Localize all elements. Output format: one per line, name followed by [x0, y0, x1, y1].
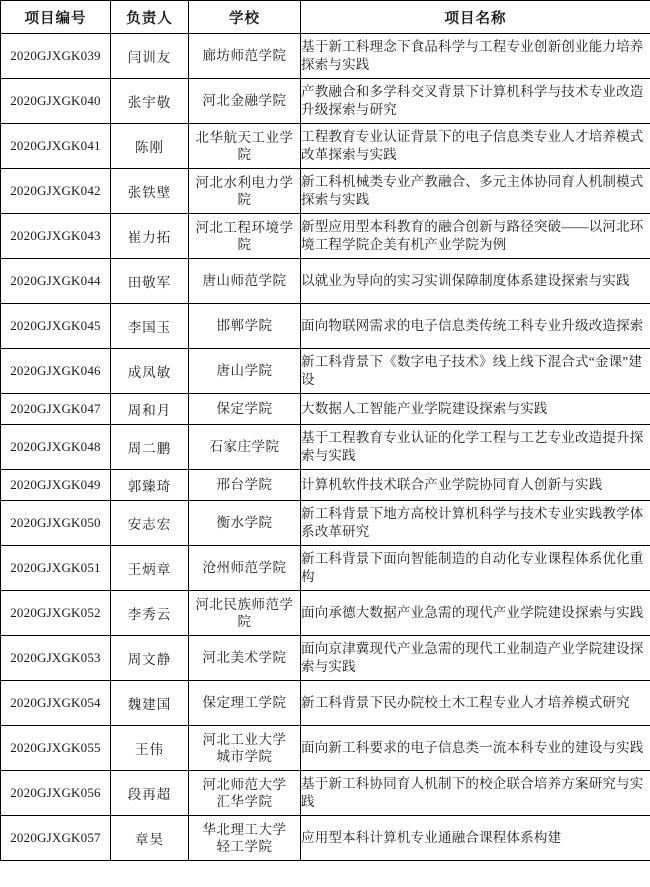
table-row — [1, 771, 650, 816]
table-row — [1, 591, 650, 636]
cell-person: 段再超 — [111, 771, 189, 816]
cell-school — [189, 169, 301, 214]
school-name-line: 衡水学院 — [216, 515, 273, 531]
cell-project-code: 2020GJXGK042 — [1, 169, 111, 214]
cell-school — [189, 394, 301, 425]
cell-project-title: 以就业为导向的实习实训保障制度体系建设探索与实践 — [301, 259, 650, 304]
school-name-lines — [189, 596, 300, 631]
cell-project-title: 基于工程教育专业认证的化学工程与工艺专业改造提升探索与实践 — [301, 425, 650, 470]
cell-project-title: 产教融合和多学科交叉背景下计算机科学与技术专业改造升级探索与研究 — [301, 79, 650, 124]
cell-person: 成凤敏 — [111, 349, 189, 394]
cell-project-code: 2020GJXGK054 — [1, 681, 111, 726]
cell-school — [189, 470, 301, 501]
cell-project-code: 2020GJXGK051 — [1, 546, 111, 591]
school-name-line: 石家庄学院 — [209, 439, 280, 455]
table-row — [1, 304, 650, 349]
cell-person: 张宇敬 — [111, 79, 189, 124]
school-name-lines — [189, 694, 300, 711]
column-header-person: 负责人 — [111, 1, 189, 34]
cell-school — [189, 546, 301, 591]
cell-school — [189, 214, 301, 259]
table-row — [1, 259, 650, 304]
table-row — [1, 34, 650, 79]
school-name-line: 廊坊师范学院 — [202, 48, 287, 64]
cell-project-code: 2020GJXGK046 — [1, 349, 111, 394]
school-name-lines — [189, 438, 300, 455]
cell-project-code: 2020GJXGK055 — [1, 726, 111, 771]
cell-project-code: 2020GJXGK040 — [1, 79, 111, 124]
cell-school — [189, 591, 301, 636]
cell-project-title: 基于新工科理念下食品科学与工程专业创新创业能力培养探索与实践 — [301, 34, 650, 79]
cell-project-code: 2020GJXGK056 — [1, 771, 111, 816]
school-name-line: 唐山师范学院 — [202, 273, 287, 289]
table-row — [1, 124, 650, 169]
school-name-lines — [189, 776, 300, 811]
school-name-lines — [189, 514, 300, 531]
school-name-line: 汇华学院 — [216, 794, 273, 809]
cell-school — [189, 636, 301, 681]
cell-person: 李国玉 — [111, 304, 189, 349]
column-header-school: 学校 — [189, 1, 301, 34]
cell-project-title: 新工科背景下面向智能制造的自动化专业课程体系优化重构 — [301, 546, 650, 591]
school-name-line: 唐山学院 — [216, 363, 273, 379]
cell-school — [189, 425, 301, 470]
school-name-line: 河北金融学院 — [202, 93, 287, 109]
table-row — [1, 816, 650, 861]
table-row — [1, 79, 650, 124]
table-row — [1, 425, 650, 470]
cell-person: 王炳章 — [111, 546, 189, 591]
table-row — [1, 546, 650, 591]
table-row — [1, 394, 650, 425]
cell-project-title: 计算机软件技术联合产业学院协同育人创新与实践 — [301, 470, 650, 501]
cell-person: 章昊 — [111, 816, 189, 861]
school-name-line: 河北美术学院 — [202, 650, 287, 666]
table-row — [1, 681, 650, 726]
school-name-line: 轻工学院 — [216, 839, 273, 854]
school-name-line: 邯郸学院 — [216, 318, 273, 334]
cell-project-code: 2020GJXGK053 — [1, 636, 111, 681]
school-name-line: 保定理工学院 — [202, 695, 287, 711]
cell-project-title: 基于新工科协同育人机制下的校企联合培养方案研究与实践 — [301, 771, 650, 816]
cell-school — [189, 681, 301, 726]
cell-person: 周二鹏 — [111, 425, 189, 470]
school-name-lines — [189, 559, 300, 576]
cell-project-code: 2020GJXGK045 — [1, 304, 111, 349]
cell-project-code: 2020GJXGK049 — [1, 470, 111, 501]
school-name-line: 河北水利电力学院 — [195, 174, 294, 207]
cell-project-code: 2020GJXGK041 — [1, 124, 111, 169]
school-name-lines — [189, 129, 300, 164]
school-name-lines — [189, 317, 300, 334]
table-row — [1, 169, 650, 214]
cell-person: 郭臻琦 — [111, 470, 189, 501]
cell-project-title: 应用型本科计算机专业通融合课程体系构建 — [301, 816, 650, 861]
cell-project-title: 面向新工科要求的电子信息类一流本科专业的建设与实践 — [301, 726, 650, 771]
table-header-row — [1, 1, 650, 34]
table-row — [1, 501, 650, 546]
cell-project-code: 2020GJXGK048 — [1, 425, 111, 470]
cell-project-title: 面向京津冀现代产业急需的现代工业制造产业学院建设探索与实践 — [301, 636, 650, 681]
school-name-lines — [189, 821, 300, 856]
table-row — [1, 636, 650, 681]
cell-project-title: 新工科背景下民办院校土木工程专业人才培养模式研究 — [301, 681, 650, 726]
table-row — [1, 470, 650, 501]
school-name-line: 北华航天工业学院 — [195, 129, 294, 162]
cell-project-code: 2020GJXGK050 — [1, 501, 111, 546]
school-name-line: 河北工业大学 — [202, 731, 287, 747]
cell-school — [189, 304, 301, 349]
cell-person: 魏建国 — [111, 681, 189, 726]
school-name-lines — [189, 476, 300, 493]
cell-person: 周文静 — [111, 636, 189, 681]
cell-project-title: 新工科背景下《数字电子技术》线上线下混合式“金课”建设 — [301, 349, 650, 394]
cell-school — [189, 259, 301, 304]
school-name-line: 华北理工大学 — [202, 821, 287, 837]
school-name-lines — [189, 47, 300, 64]
cell-project-title: 面向物联网需求的电子信息类传统工科专业升级改造探索 — [301, 304, 650, 349]
cell-project-title: 工程教育专业认证背景下的电子信息类专业人才培养模式改革探索与实践 — [301, 124, 650, 169]
cell-project-title: 新工科机械类专业产教融合、多元主体协同育人机制模式探索与实践 — [301, 169, 650, 214]
table-header — [1, 1, 650, 34]
cell-school — [189, 124, 301, 169]
cell-project-code: 2020GJXGK043 — [1, 214, 111, 259]
cell-school — [189, 501, 301, 546]
school-name-lines — [189, 272, 300, 289]
cell-person: 闫训友 — [111, 34, 189, 79]
cell-project-code: 2020GJXGK047 — [1, 394, 111, 425]
cell-person: 张铁壁 — [111, 169, 189, 214]
cell-person: 王伟 — [111, 726, 189, 771]
cell-school — [189, 34, 301, 79]
cell-project-title: 新型应用型本科教育的融合创新与路径突破——以河北环境工程学院企美有机产业学院为例 — [301, 214, 650, 259]
cell-project-title: 新工科背景下地方高校计算机科学与技术专业实践教学体系改革研究 — [301, 501, 650, 546]
school-name-lines — [189, 174, 300, 209]
cell-school — [189, 726, 301, 771]
cell-person: 安志宏 — [111, 501, 189, 546]
table-row — [1, 349, 650, 394]
cell-school — [189, 816, 301, 861]
school-name-lines — [189, 400, 300, 417]
school-name-line: 沧州师范学院 — [202, 560, 287, 576]
cell-project-title: 大数据人工智能产业学院建设探索与实践 — [301, 394, 650, 425]
table-row — [1, 726, 650, 771]
cell-person: 李秀云 — [111, 591, 189, 636]
school-name-line: 保定学院 — [216, 401, 273, 417]
school-name-lines — [189, 219, 300, 254]
cell-school — [189, 771, 301, 816]
column-header-title: 项目名称 — [301, 1, 650, 34]
table-body — [1, 34, 650, 861]
cell-person: 周和月 — [111, 394, 189, 425]
cell-project-code: 2020GJXGK057 — [1, 816, 111, 861]
school-name-line: 城市学院 — [216, 749, 273, 764]
cell-person: 陈刚 — [111, 124, 189, 169]
cell-school — [189, 79, 301, 124]
column-header-code: 项目编号 — [1, 1, 111, 34]
school-name-line: 邢台学院 — [216, 477, 273, 493]
school-name-line: 河北民族师范学院 — [195, 596, 294, 629]
cell-person: 田敬军 — [111, 259, 189, 304]
cell-project-code: 2020GJXGK052 — [1, 591, 111, 636]
school-name-lines — [189, 731, 300, 766]
school-name-lines — [189, 649, 300, 666]
cell-school — [189, 349, 301, 394]
school-name-lines — [189, 92, 300, 109]
cell-project-title: 面向承德大数据产业急需的现代产业学院建设探索与实践 — [301, 591, 650, 636]
table-row — [1, 214, 650, 259]
cell-person: 崔力拓 — [111, 214, 189, 259]
school-name-lines — [189, 362, 300, 379]
cell-project-code: 2020GJXGK044 — [1, 259, 111, 304]
school-name-line: 河北工程环境学院 — [195, 219, 294, 252]
school-name-line: 河北师范大学 — [202, 776, 287, 792]
cell-project-code: 2020GJXGK039 — [1, 34, 111, 79]
